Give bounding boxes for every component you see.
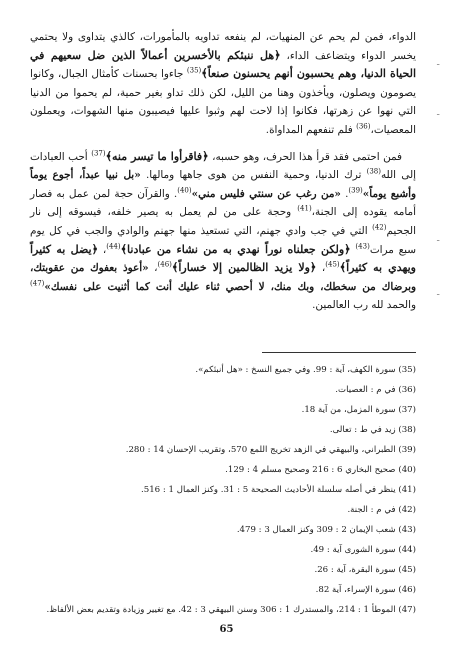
footnote-ref: (36) — [356, 122, 371, 131]
margin-mark: ـ — [437, 288, 440, 297]
body-text-run: والحمد لله رب العالمين. — [312, 299, 416, 312]
footnote-item: (36) في م : العصيات. — [335, 385, 416, 395]
footnote-ref: (38) — [366, 167, 381, 176]
footnote-item: (41) ينظر في أصله سلسلة الأحاديث الصحيحة 5 : 31. وكنز العمال 1 : 516. — [141, 485, 416, 495]
quran-verse: ﴿يضل به كثيراً ويهدي به كثيراً﴾ — [30, 242, 416, 275]
body-text-run: أحب العبادات إلى الله — [30, 150, 416, 182]
footnote-item: (35) سورة الكهف، آية : 99. وفي جميع النسخ : «هل أنبئكم». — [195, 365, 416, 375]
body-text-run: ، — [98, 243, 107, 256]
quran-verse: ﴿هل ننبئكم بالأخسرين أعمالاً الذين ضل سعيهم في الحياة الدنيا، وهم يحسبون أنهم يحسنون صنعاً﴾ — [30, 48, 416, 81]
footnote-item: (44) سورة الشورى آية : 49. — [310, 545, 416, 555]
page-number: 65 — [219, 624, 234, 635]
quran-verse: ﴿فاقرأوا ما تيسر منه﴾ — [105, 149, 209, 163]
hadith-quote: «أعوذ بعفوك من عقوبتك، وبرضاك من سخطك، وبك منك، لا أحصي ثناء عليك أنت كما أثنيت على نفسك» — [30, 262, 416, 293]
footnote-item: (43) شعب الإيمان 2 : 309 وكنز العمال 3 : 479. — [236, 525, 416, 535]
hadith-quote: «بل نبيا عبداً، أجوع يوماً وأشبع يوماً» — [30, 169, 417, 200]
body-text-run: جاءوا بحسنات كأمثال الجبال، وكانوا يصومون ويصلون، ويأخذون وهنا من الليل، لكن ذلك تداو بغير حمية، لم يحموا من الدنيا التي نهوا عن زهرتها، فكانوا إذا لاحت لهم وثبوا عليها فيصيبون منها الشهوات، ويعملون المعصيات، — [30, 68, 416, 136]
body-text-run: وحجة على من لم يعمل به يصير خلفه، فيسوقه إلى نار الجحيم — [30, 206, 416, 237]
body-text-run: ، — [148, 262, 158, 275]
footnote-ref: (43) — [355, 242, 370, 251]
footnote-item: (46) سورة الإسراء، آية 82. — [315, 585, 416, 595]
footnote-ref: (39) — [348, 186, 363, 195]
hadith-quote: «من رغب عن سنتي فليس مني» — [191, 187, 341, 200]
footnotes-list — [30, 360, 416, 620]
body-text-run: فمن احتمى فقد قرأ هذا الحرف، وهو حسبه، — [208, 150, 402, 163]
body-text-run: ترك الدنيا، وحمية النفس من هوى جاهها ومالها. — [140, 169, 367, 182]
body-text-run: . والقرآن حجة لمن عمل به فصار أمامه يقوده إلى الجنة، — [30, 187, 416, 219]
footnote-separator — [262, 352, 416, 353]
footnote-item: (40) صحيح البخاري 6 : 216 وصحيح مسلم 4 : 129. — [225, 465, 416, 475]
body-paragraph — [30, 148, 416, 315]
body-text-run: فلم تنفعهم المداواة. — [265, 123, 357, 136]
footnote-item: (38) زيد في ط : تعالى. — [329, 425, 416, 435]
body-text-run: ، — [316, 262, 326, 275]
footnote-ref: (41) — [297, 204, 312, 213]
footnote-item: (47) الموطأ 1 : 214، والمستدرك 1 : 306 وسنن البيهقي 3 : 42. مع تغيير وزيادة وتقديم بعض الألفاظ. — [46, 605, 416, 615]
margin-mark: ـ — [437, 234, 440, 243]
footnote-ref: (46) — [157, 260, 172, 269]
quran-verse: ﴿ولكن جعلناه نوراً نهدي به من نشاء من عبادنا﴾ — [120, 242, 351, 256]
footnote-ref: (42) — [372, 223, 387, 232]
footnote-item: (45) سورة البقرة، آية : 26. — [314, 565, 416, 575]
quran-verse: ﴿ولا يزيد الظالمين إلا خساراً﴾ — [171, 261, 317, 275]
footnote-item: (37) سورة المزمل، من آية 18. — [301, 405, 416, 415]
footnote-ref: (35) — [186, 66, 202, 75]
footnote-ref: (40) — [177, 186, 192, 195]
body-text-run: الدواء، فمن لم يحم عن المنهيات، لم ينفعه تداويه بالمأمورات، كالذي يتداوى ولا يحتمي يخسر الدواء ويتضاعف الداء، — [30, 31, 417, 62]
main-body-text — [30, 28, 416, 315]
body-paragraph — [30, 28, 416, 140]
footnote-item: (39) الطبراني، والبيهقي في الزهد تخريج اللمع 570، وتقريب الإحسان 14 : 280. — [125, 445, 416, 455]
footnote-item: (42) في م : الجنة. — [347, 505, 416, 515]
footnote-ref: (44) — [106, 242, 121, 251]
body-text-run: التي في جب وادي جهنم، التي تستعيذ منها جهنم والوادي والجب في كل يوم سبع مرات — [30, 224, 416, 256]
footnote-ref: (37) — [91, 149, 106, 158]
footnote-ref: (45) — [325, 260, 340, 269]
body-text-run: . — [340, 187, 349, 200]
margin-mark: ـ — [437, 108, 440, 117]
footnote-ref: (47) — [30, 279, 45, 288]
margin-mark: ـ — [437, 58, 440, 67]
